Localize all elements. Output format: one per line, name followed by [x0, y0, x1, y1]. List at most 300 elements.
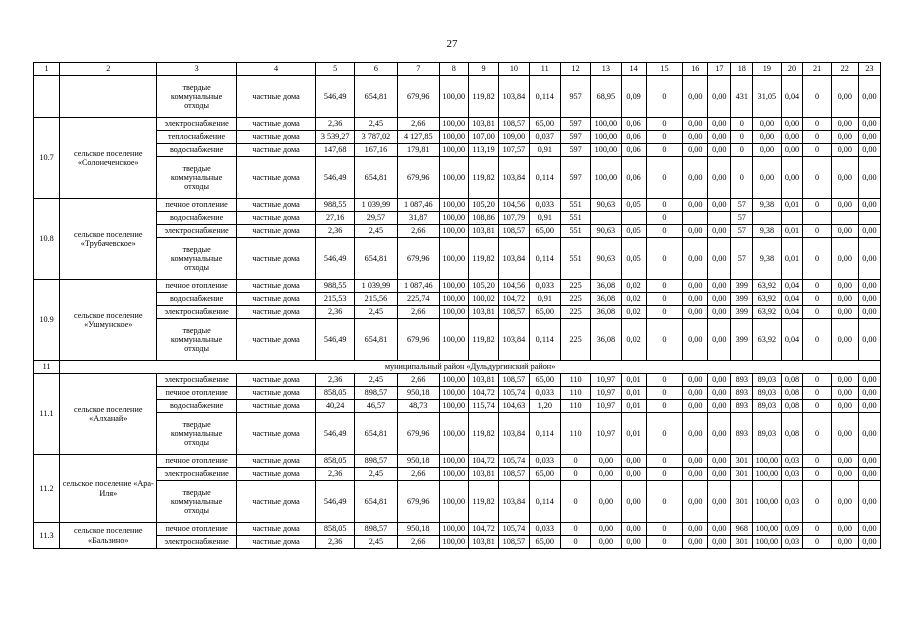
value-cell: 100,00 [753, 523, 781, 536]
value-cell: 0,00 [781, 157, 803, 199]
service-type: водоснабжение [157, 212, 236, 225]
value-cell: 0 [560, 481, 590, 523]
value-cell: 0,00 [753, 157, 781, 199]
value-cell: 0 [646, 387, 683, 400]
value-cell: 100,00 [753, 481, 781, 523]
value-cell: 2,45 [355, 306, 398, 319]
value-cell: 0,00 [831, 523, 858, 536]
value-cell: 2,66 [397, 468, 439, 481]
column-number: 21 [803, 63, 831, 76]
section-title: муниципальный район «Дульдургинский район» [60, 361, 881, 374]
value-cell: 0,00 [831, 306, 858, 319]
value-cell: 654,81 [355, 481, 398, 523]
value-cell: 597 [560, 157, 590, 199]
housing-type: частные дома [236, 400, 315, 413]
value-cell: 0,114 [529, 238, 560, 280]
value-cell: 0 [646, 455, 683, 468]
value-cell: 103,84 [499, 413, 529, 455]
value-cell: 0,00 [683, 225, 708, 238]
housing-type: частные дома [236, 212, 315, 225]
value-cell: 0,00 [858, 481, 880, 523]
value-cell: 0,00 [831, 293, 858, 306]
value-cell: 0,00 [858, 319, 880, 361]
value-cell: 0,00 [858, 374, 880, 387]
value-cell: 0 [803, 144, 831, 157]
value-cell: 0,00 [708, 319, 731, 361]
value-cell: 100,00 [439, 212, 468, 225]
section-row [34, 361, 881, 374]
value-cell: 1 039,99 [355, 199, 398, 212]
value-cell: 36,08 [591, 293, 621, 306]
value-cell: 1 087,46 [397, 280, 439, 293]
value-cell: 301 [731, 481, 753, 523]
value-cell: 105,20 [468, 280, 498, 293]
value-cell: 63,92 [753, 306, 781, 319]
value-cell: 0 [646, 199, 683, 212]
value-cell: 0,00 [708, 536, 731, 549]
value-cell: 3 787,02 [355, 131, 398, 144]
value-cell: 225 [560, 293, 590, 306]
housing-type: частные дома [236, 293, 315, 306]
column-number: 19 [753, 63, 781, 76]
value-cell: 679,96 [397, 413, 439, 455]
value-cell: 0,00 [831, 468, 858, 481]
value-cell: 950,18 [397, 523, 439, 536]
value-cell: 0,00 [708, 144, 731, 157]
value-cell: 0,00 [708, 238, 731, 280]
value-cell: 0,00 [683, 144, 708, 157]
value-cell: 893 [731, 374, 753, 387]
value-cell: 0 [646, 157, 683, 199]
value-cell: 0,00 [858, 199, 880, 212]
value-cell: 65,00 [529, 225, 560, 238]
group-id: 10.7 [34, 118, 60, 199]
value-cell: 0,06 [621, 131, 646, 144]
value-cell: 0 [731, 144, 753, 157]
page-number: 27 [446, 38, 458, 50]
value-cell: 2,36 [316, 468, 355, 481]
column-number: 7 [397, 63, 439, 76]
value-cell: 551 [560, 199, 590, 212]
service-type: водоснабжение [157, 144, 236, 157]
service-type: твердые коммунальные отходы [157, 76, 236, 118]
housing-type: частные дома [236, 523, 315, 536]
value-cell: 100,00 [439, 536, 468, 549]
value-cell: 0,00 [708, 280, 731, 293]
value-cell: 0 [731, 157, 753, 199]
value-cell: 0,06 [621, 157, 646, 199]
value-cell: 0,00 [858, 131, 880, 144]
value-cell: 103,84 [499, 76, 529, 118]
value-cell: 0,00 [858, 306, 880, 319]
section-id: 11 [34, 361, 60, 374]
value-cell: 0 [731, 118, 753, 131]
table-row [34, 413, 881, 455]
value-cell: 0,00 [683, 306, 708, 319]
table-row [34, 199, 881, 212]
value-cell: 0,00 [708, 481, 731, 523]
value-cell: 103,81 [468, 118, 498, 131]
settlement-name: сельское поселение «Алханай» [60, 374, 157, 455]
table-row [34, 319, 881, 361]
value-cell: 100,00 [439, 413, 468, 455]
value-cell: 115,74 [468, 400, 498, 413]
value-cell: 546,49 [316, 238, 355, 280]
value-cell: 0 [803, 118, 831, 131]
value-cell: 46,57 [355, 400, 398, 413]
value-cell: 9,38 [753, 225, 781, 238]
value-cell: 0 [803, 523, 831, 536]
value-cell: 9,38 [753, 238, 781, 280]
value-cell: 105,74 [499, 523, 529, 536]
value-cell: 0,00 [831, 400, 858, 413]
group-id [34, 76, 60, 118]
value-cell: 0,00 [781, 131, 803, 144]
value-cell: 654,81 [355, 319, 398, 361]
value-cell: 57 [731, 238, 753, 280]
housing-type: частные дома [236, 76, 315, 118]
value-cell: 100,00 [439, 468, 468, 481]
value-cell: 0,00 [831, 225, 858, 238]
value-cell: 0,04 [781, 280, 803, 293]
value-cell: 0,00 [831, 413, 858, 455]
value-cell: 399 [731, 293, 753, 306]
service-type: печное отопление [157, 455, 236, 468]
value-cell: 65,00 [529, 374, 560, 387]
value-cell: 103,81 [468, 225, 498, 238]
service-type: печное отопление [157, 280, 236, 293]
value-cell: 0,00 [708, 387, 731, 400]
value-cell: 0,114 [529, 319, 560, 361]
value-cell: 968 [731, 523, 753, 536]
value-cell: 858,05 [316, 387, 355, 400]
value-cell: 10,97 [591, 413, 621, 455]
value-cell: 0,00 [621, 468, 646, 481]
value-cell: 0,00 [621, 481, 646, 523]
value-cell: 0 [646, 536, 683, 549]
settlement-name: сельское поселение «Ара-Иля» [60, 455, 157, 523]
value-cell: 0,05 [621, 225, 646, 238]
value-cell: 100,00 [439, 199, 468, 212]
value-cell: 399 [731, 306, 753, 319]
value-cell [621, 212, 646, 225]
value-cell: 10,97 [591, 400, 621, 413]
value-cell: 0,00 [708, 293, 731, 306]
value-cell: 0,01 [781, 225, 803, 238]
value-cell: 0,00 [831, 238, 858, 280]
value-cell: 0,00 [591, 523, 621, 536]
value-cell: 110 [560, 374, 590, 387]
value-cell: 2,36 [316, 374, 355, 387]
group-id: 10.9 [34, 280, 60, 361]
value-cell: 0,033 [529, 523, 560, 536]
value-cell: 0,00 [621, 536, 646, 549]
value-cell: 399 [731, 319, 753, 361]
table-row [34, 144, 881, 157]
value-cell: 103,81 [468, 536, 498, 549]
value-cell: 0,114 [529, 157, 560, 199]
value-cell: 0,02 [621, 293, 646, 306]
value-cell: 597 [560, 118, 590, 131]
value-cell: 0,00 [708, 225, 731, 238]
value-cell: 119,82 [468, 157, 498, 199]
value-cell: 0,00 [683, 374, 708, 387]
value-cell: 0 [803, 455, 831, 468]
value-cell: 167,16 [355, 144, 398, 157]
value-cell: 100,00 [439, 76, 468, 118]
value-cell: 40,24 [316, 400, 355, 413]
value-cell: 431 [731, 76, 753, 118]
value-cell: 0,00 [831, 455, 858, 468]
value-cell: 27,16 [316, 212, 355, 225]
housing-type: частные дома [236, 144, 315, 157]
value-cell: 104,56 [499, 199, 529, 212]
value-cell: 0,114 [529, 481, 560, 523]
value-cell: 2,45 [355, 118, 398, 131]
value-cell: 551 [560, 238, 590, 280]
value-cell: 0,00 [858, 118, 880, 131]
value-cell: 147,68 [316, 144, 355, 157]
value-cell: 36,08 [591, 280, 621, 293]
value-cell: 104,72 [468, 523, 498, 536]
value-cell: 0,00 [683, 238, 708, 280]
value-cell: 36,08 [591, 306, 621, 319]
value-cell: 0,08 [781, 400, 803, 413]
value-cell: 0 [803, 400, 831, 413]
value-cell: 0 [803, 225, 831, 238]
value-cell: 215,56 [355, 293, 398, 306]
service-type: электроснабжение [157, 374, 236, 387]
value-cell: 3 539,27 [316, 131, 355, 144]
value-cell: 0,00 [683, 387, 708, 400]
value-cell: 0,033 [529, 280, 560, 293]
column-number: 23 [858, 63, 880, 76]
tariff-table [33, 62, 881, 549]
table-row [34, 374, 881, 387]
value-cell: 119,82 [468, 76, 498, 118]
value-cell: 225 [560, 319, 590, 361]
value-cell: 0,02 [621, 319, 646, 361]
value-cell: 100,00 [439, 306, 468, 319]
column-number: 9 [468, 63, 498, 76]
value-cell: 89,03 [753, 374, 781, 387]
value-cell: 0,00 [831, 374, 858, 387]
group-id: 11.3 [34, 523, 60, 549]
value-cell: 893 [731, 387, 753, 400]
value-cell: 119,82 [468, 413, 498, 455]
value-cell: 679,96 [397, 76, 439, 118]
value-cell: 0,00 [781, 118, 803, 131]
value-cell: 898,57 [355, 455, 398, 468]
value-cell: 0,00 [683, 131, 708, 144]
settlement-name [60, 76, 157, 118]
table-row [34, 306, 881, 319]
value-cell: 0 [803, 374, 831, 387]
value-cell: 0,00 [858, 157, 880, 199]
service-type: электроснабжение [157, 468, 236, 481]
column-number: 5 [316, 63, 355, 76]
group-id: 11.1 [34, 374, 60, 455]
value-cell: 679,96 [397, 319, 439, 361]
value-cell: 597 [560, 131, 590, 144]
value-cell: 2,36 [316, 306, 355, 319]
value-cell: 0,00 [683, 118, 708, 131]
value-cell [831, 212, 858, 225]
value-cell: 0,00 [858, 387, 880, 400]
value-cell: 0,05 [621, 238, 646, 280]
value-cell: 65,00 [529, 306, 560, 319]
settlement-name: сельское поселение «Ушмунское» [60, 280, 157, 361]
table-row [34, 481, 881, 523]
value-cell: 100,00 [439, 118, 468, 131]
value-cell: 103,81 [468, 374, 498, 387]
value-cell: 119,82 [468, 319, 498, 361]
table-row [34, 293, 881, 306]
value-cell: 0,037 [529, 131, 560, 144]
value-cell: 0,00 [831, 481, 858, 523]
value-cell: 679,96 [397, 157, 439, 199]
value-cell: 0,03 [781, 468, 803, 481]
value-cell: 0 [803, 481, 831, 523]
value-cell: 0 [646, 374, 683, 387]
housing-type: частные дома [236, 468, 315, 481]
housing-type: частные дома [236, 306, 315, 319]
housing-type: частные дома [236, 199, 315, 212]
value-cell: 89,03 [753, 387, 781, 400]
value-cell [753, 212, 781, 225]
value-cell: 225,74 [397, 293, 439, 306]
value-cell: 0,00 [683, 319, 708, 361]
value-cell: 0,00 [831, 118, 858, 131]
value-cell: 0 [646, 413, 683, 455]
value-cell: 0,00 [591, 468, 621, 481]
value-cell: 0,08 [781, 374, 803, 387]
value-cell: 100,00 [439, 319, 468, 361]
value-cell: 0,00 [831, 144, 858, 157]
value-cell: 0,00 [831, 131, 858, 144]
value-cell: 893 [731, 413, 753, 455]
value-cell: 0,114 [529, 413, 560, 455]
value-cell: 104,72 [499, 293, 529, 306]
value-cell: 0 [646, 76, 683, 118]
value-cell: 597 [560, 144, 590, 157]
value-cell: 57 [731, 212, 753, 225]
value-cell: 0,91 [529, 293, 560, 306]
value-cell: 108,86 [468, 212, 498, 225]
table-row [34, 118, 881, 131]
value-cell: 0,00 [683, 455, 708, 468]
value-cell: 65,00 [529, 118, 560, 131]
value-cell: 0 [646, 225, 683, 238]
value-cell: 0,01 [621, 400, 646, 413]
value-cell: 68,95 [591, 76, 621, 118]
value-cell: 105,74 [499, 387, 529, 400]
value-cell: 100,00 [439, 293, 468, 306]
housing-type: частные дома [236, 118, 315, 131]
value-cell: 0,00 [708, 413, 731, 455]
value-cell: 119,82 [468, 481, 498, 523]
value-cell: 0,00 [831, 536, 858, 549]
value-cell: 0,08 [781, 387, 803, 400]
value-cell: 2,66 [397, 536, 439, 549]
value-cell: 0,033 [529, 455, 560, 468]
value-cell: 1 087,46 [397, 199, 439, 212]
housing-type: частные дома [236, 238, 315, 280]
value-cell: 100,00 [439, 144, 468, 157]
value-cell: 0,00 [708, 131, 731, 144]
value-cell: 950,18 [397, 387, 439, 400]
value-cell: 0 [803, 76, 831, 118]
value-cell: 957 [560, 76, 590, 118]
value-cell: 103,81 [468, 306, 498, 319]
housing-type: частные дома [236, 481, 315, 523]
value-cell: 0 [803, 199, 831, 212]
column-number: 10 [499, 63, 529, 76]
value-cell: 0,00 [683, 523, 708, 536]
value-cell: 105,20 [468, 199, 498, 212]
value-cell: 1,20 [529, 400, 560, 413]
value-cell: 100,00 [439, 523, 468, 536]
value-cell: 108,57 [499, 468, 529, 481]
value-cell: 654,81 [355, 157, 398, 199]
value-cell: 0,04 [781, 293, 803, 306]
value-cell: 0,00 [683, 400, 708, 413]
value-cell: 103,81 [468, 468, 498, 481]
table-row [34, 523, 881, 536]
value-cell: 0,03 [781, 536, 803, 549]
table-row [34, 536, 881, 549]
value-cell: 0 [646, 144, 683, 157]
value-cell: 0,06 [621, 118, 646, 131]
settlement-name: сельское поселение «Солонеченское» [60, 118, 157, 199]
column-number: 12 [560, 63, 590, 76]
value-cell: 100,00 [439, 280, 468, 293]
value-cell: 0,00 [781, 144, 803, 157]
value-cell: 100,00 [591, 157, 621, 199]
value-cell: 0,00 [858, 293, 880, 306]
value-cell: 225 [560, 280, 590, 293]
table-row [34, 212, 881, 225]
column-number: 3 [157, 63, 236, 76]
settlement-name: сельское поселение «Трубачевское» [60, 199, 157, 280]
value-cell: 0 [803, 131, 831, 144]
value-cell: 0 [646, 131, 683, 144]
value-cell: 29,57 [355, 212, 398, 225]
value-cell: 0,00 [708, 118, 731, 131]
value-cell: 0 [803, 280, 831, 293]
value-cell: 108,57 [499, 118, 529, 131]
column-number: 13 [591, 63, 621, 76]
value-cell: 65,00 [529, 536, 560, 549]
value-cell: 0,04 [781, 306, 803, 319]
value-cell: 2,36 [316, 536, 355, 549]
table-row [34, 76, 881, 118]
column-number: 16 [683, 63, 708, 76]
value-cell: 100,00 [439, 225, 468, 238]
value-cell: 0,00 [831, 157, 858, 199]
value-cell: 0,01 [621, 374, 646, 387]
value-cell: 225 [560, 306, 590, 319]
service-type: электроснабжение [157, 225, 236, 238]
column-number: 17 [708, 63, 731, 76]
value-cell: 546,49 [316, 319, 355, 361]
value-cell: 0,00 [858, 280, 880, 293]
value-cell: 0,00 [683, 536, 708, 549]
value-cell: 0,00 [708, 468, 731, 481]
housing-type: частные дома [236, 536, 315, 549]
housing-type: частные дома [236, 225, 315, 238]
value-cell: 63,92 [753, 319, 781, 361]
